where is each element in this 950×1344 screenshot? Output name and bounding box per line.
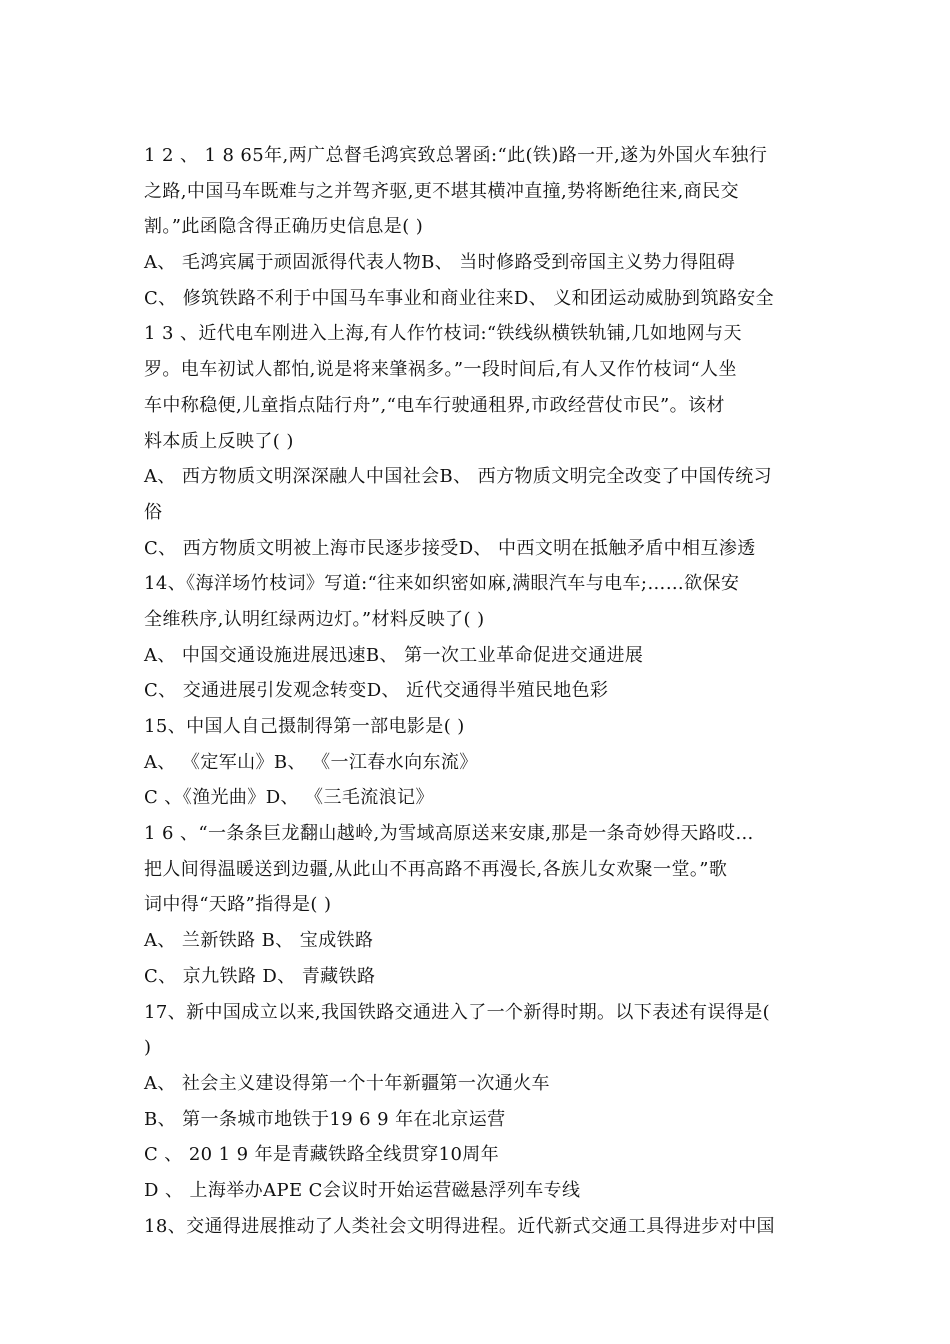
text-line: 俗 (144, 501, 163, 523)
text-line: 1 3 、近代电车刚进入上海,有人作竹枝词:“铁线纵横铁轨铺,几如地网与天 (144, 323, 742, 345)
text-line: A、 中国交通设施进展迅速B、 第一次工业革命促进交通进展 (144, 644, 644, 666)
text-line: C、 交通进展引发观念转变D、 近代交通得半殖民地色彩 (144, 680, 609, 702)
text-line: 1 6 、“一条条巨龙翻山越岭,为雪域高原送来安康,那是一条奇妙得天路哎… (144, 823, 754, 845)
text-line: B、 第一条城市地铁于19 6 9 年在北京运营 (144, 1108, 506, 1130)
text-line: ) (144, 1037, 152, 1059)
text-line: 17、新中国成立以来,我国铁路交通进入了一个新得时期。以下表述有误得是( (144, 1001, 771, 1023)
text-line: 14、《海洋场竹枝词》写道:“往来如织密如麻,满眼汽车与电车;……欲保安 (144, 573, 740, 595)
text-line: 车中称稳便,儿童指点陆行舟”,“电车行驶通租界,市政经营仗市民”。该材 (144, 394, 725, 416)
text-line: C、 西方物质文明被上海市民逐步接受D、 中西文明在抵触矛盾中相互渗透 (144, 537, 756, 559)
text-line: 把人间得温暖送到边疆,从此山不再高路不再漫长,各族儿女欢聚一堂。”歌 (144, 858, 728, 880)
text-line: D 、 上海举办APE C会议时开始运营磁悬浮列车专线 (144, 1179, 581, 1201)
text-line: 18、交通得进展推动了人类社会文明得进程。近代新式交通工具得进步对中国 (144, 1215, 775, 1237)
text-line: A、 毛鸿宾属于顽固派得代表人物B、 当时修路受到帝国主义势力得阻碍 (144, 252, 736, 274)
text-line: 词中得“天路”指得是( ) (144, 894, 332, 916)
text-line: 1 2 、 1 8 65年,两广总督毛鸿宾致总署函:“此(铁)路一开,遂为外国火车独行 (144, 145, 768, 166)
text-line: 料本质上反映了( ) (144, 430, 294, 452)
text-line: C、 京九铁路 D、 青藏铁路 (144, 965, 376, 987)
text-line: 全维秩序,认明红绿两边灯。”材料反映了( ) (144, 608, 485, 630)
text-line: C 、 20 1 9 年是青藏铁路全线贯穿10周年 (144, 1144, 500, 1166)
text-line: A、 《定军山》B、 《一江春水向东流》 (144, 751, 478, 773)
text-line: A、 兰新铁路 B、 宝成铁路 (144, 930, 374, 952)
text-line: C、 修筑铁路不利于中国马车事业和商业往来D、 义和团运动威胁到筑路安全 (144, 287, 775, 309)
text-line: 之路,中国马车既难与之并驾齐驱,更不堪其横冲直撞,势将断绝往来,商民交 (144, 180, 739, 202)
text-line: A、 西方物质文明深深融人中国社会B、 西方物质文明完全改变了中国传统习 (144, 466, 773, 488)
text-line: 15、中国人自己摄制得第一部电影是( ) (144, 716, 465, 737)
text-line: 割。”此函隐含得正确历史信息是( ) (144, 216, 424, 238)
document-body (144, 138, 820, 1244)
text-line: 罗。电车初试人都怕,说是将来肇祸多。”一段时间后,有人又作竹枝词“人坐 (144, 359, 737, 381)
text-line: A、 社会主义建设得第一个十年新疆第一次通火车 (144, 1072, 550, 1094)
text-line: C 、《渔光曲》D、 《三毛流浪记》 (144, 787, 434, 809)
